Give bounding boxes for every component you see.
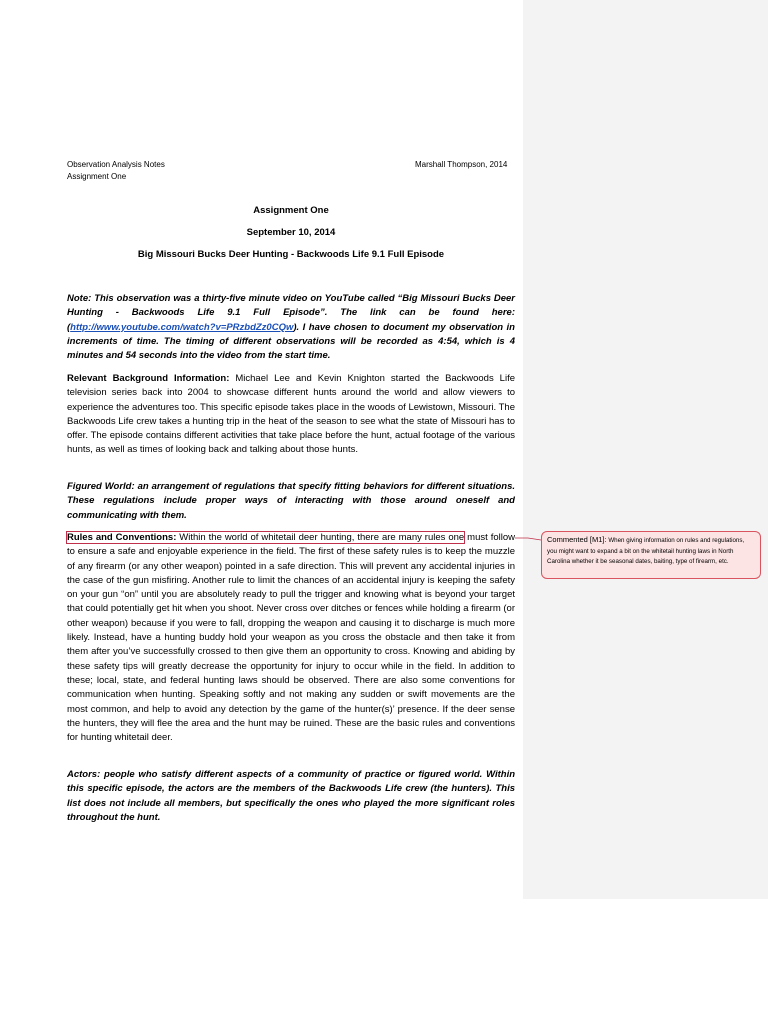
rules-anchor-text: Within the world of whitetail deer hunting, there are many rules one [176,532,465,543]
comment-text: When giving information on rules and regulations, you might want to expand a bit on the whitetail hunting laws in North Carolina whether it be seasonal dates, baiting, type of firearm, etc. [547,537,745,565]
note-paragraph [67,292,515,363]
doc-subtitle: Big Missouri Bucks Deer Hunting - Backwoods Life 9.1 Full Episode [137,249,445,260]
actors-text: Within this specific episode, the actors are the members of the Backwoods Life crew (the hunters). This list does not include all members, but specifically the ones who played the more significant roles throughout the hunt. [67,769,516,823]
doc-title: Assignment One [253,205,329,216]
figured-world-text: These regulations include proper ways of interacting with those around oneself and communicating with them. [67,495,515,521]
rules-text: must follow to ensure a safe and enjoyable experience in the field. The first of these safety rules is to keep the muzzle of any firearm (or any other weapon) pointed in a safe direction. This will prevent any accidental injuries in the case of the gun misfiring. Another rule to limit the chances of an accidental injury is keeping the safety on your gun “on” until you are absolutely ready to pull the trigger and knowing what is beyond your target that could potentially get hit when you shoot. Never cross over ditches or fences while holding a firearm (or other weapon) because if you were to fall, dropping the weapon and causing it to discharge is much more likely. Instead, have a hunting buddy hold your weapon as you cross the obstacle and then take it from them after you’ve successfully crossed to then give them an opportunity to cross. Knowing and abiding by these safety tips will greatly decrease the opportunity for injury to occur while in the field. In addition to these; local, state, and federal hunting laws should be observed. There are also some conventions for communication when hunting. Speaking softly and not making any sudden or swift movements are the most common, and help to avoid any detection by the game of the hunter(s)’ presence. If the deer sense the hunters, they will flee the area and the hunt may be ruined. These are the basic rules and conventions for hunting whitetail deer. [67,532,515,744]
header-course: Observation Analysis Notes [67,160,165,169]
note-text-c: ). I have chosen to document my observation in increments of time. The timing of different observations will be recorded as 4:54, which is 4 minutes and 54 seconds into the video from the start time. [67,321,515,362]
header-left [67,159,165,183]
figured-world-def: : an arrangement of regulations that specify fitting behaviors for different situations. [131,481,515,492]
note-text-a: : This observation was a thirty-five minute video on YouTube called [88,293,398,304]
header-author: Marshall Thompson, 2014 [415,160,508,169]
comment-pane [523,0,768,899]
figured-world-paragraph [67,480,515,523]
actors-paragraph [67,768,515,825]
comment-label: Commented [M1]: [547,535,607,544]
background-label: Relevant Background Information: [67,373,230,384]
background-text: Michael Lee and Kevin Knighton started the Backwoods Life television series back into 2004 to showcase different hunts around the world and allow viewers to experience the adventures too. This specific episode takes place in the woods of Lewistown, Missouri. The Backwoods Life crew takes a hunting trip in the heat of the season to see what the state of Missouri has to offer. The episode contains different activities that take place before the hunt, actual footage of the various hunts, as well as times of looking back and talking about those hunts. [67,373,515,456]
note-text-b: “Big Missouri Bucks Deer Hunting - Backwoods Life 9.1 Full Episode”. The link can be found here: [67,293,516,319]
note-label: Note [67,293,89,304]
comment-balloon[interactable] [541,531,761,579]
youtube-link[interactable]: http://www.youtube.com/watch?v=PRzbdZz0CQw [70,321,294,333]
actors-label: Actors [67,769,98,780]
doc-date: September 10, 2014 [246,227,336,238]
figured-world-label: Figured World [67,481,132,492]
note-paren: ( [67,321,71,333]
actors-def: : people who satisfy different aspects of a community of practice or figured world. [97,769,483,780]
header-assignment: Assignment One [67,172,127,181]
background-paragraph [67,372,515,458]
rules-paragraph [67,531,515,745]
rules-label: Rules and Conventions: [67,532,177,543]
comment-anchor[interactable] [67,532,464,543]
